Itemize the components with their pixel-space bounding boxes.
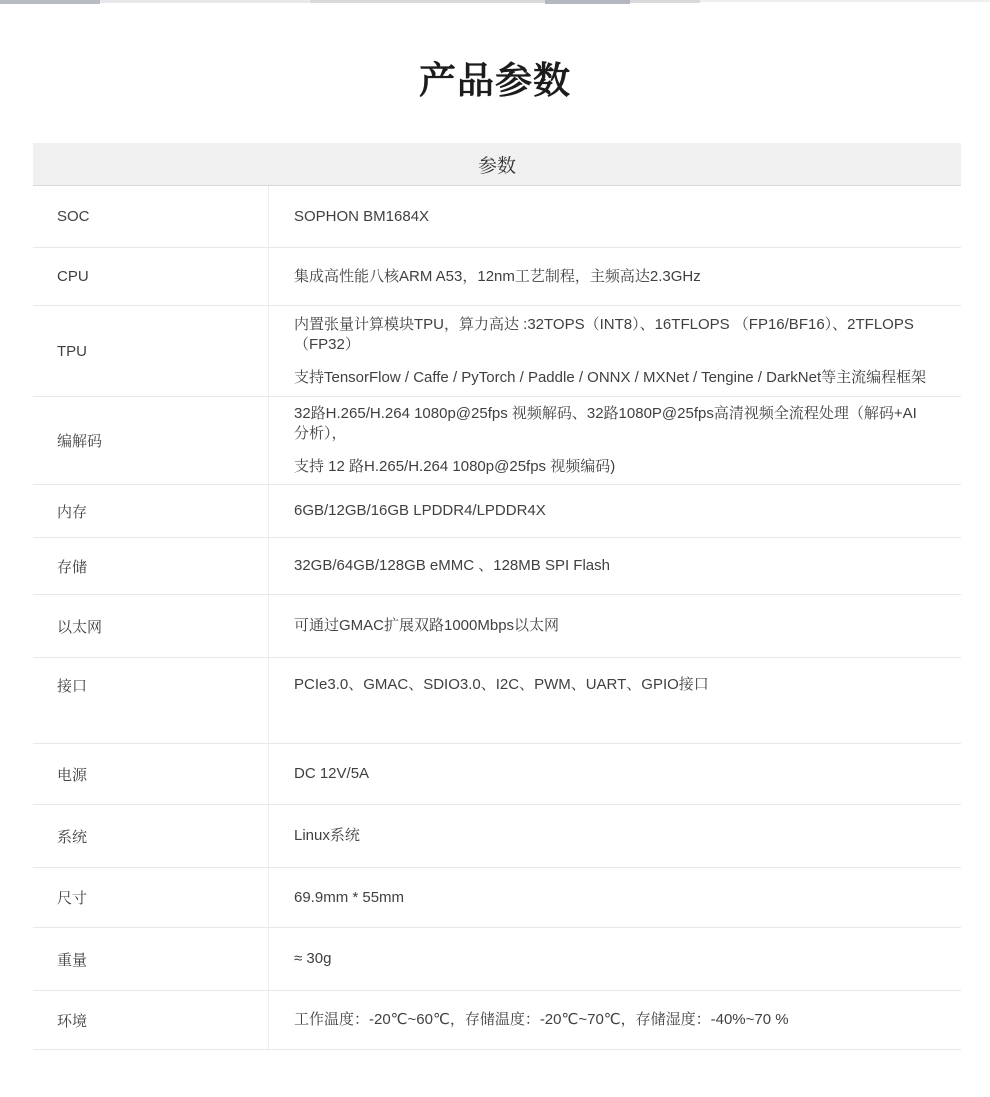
spec-label: 接口 (57, 678, 88, 695)
table-row (33, 397, 961, 485)
top-strip-segment (700, 0, 990, 2)
spec-value-line: DC 12V/5A (294, 765, 370, 782)
spec-value-line: 32路H.265/H.264 1080p@25fps 视频解码、32路1080P@25fps高清视频全流程处理（解码+AI分析）， (294, 405, 917, 442)
spec-value-line: 6GB/12GB/16GB LPDDR4/LPDDR4X (294, 502, 546, 519)
spec-label: TPU (57, 342, 87, 360)
table-row (33, 744, 961, 805)
spec-value-line: ≈ 30g (294, 950, 332, 967)
table-header (33, 143, 961, 186)
table-row (33, 805, 961, 868)
table-row (33, 538, 961, 595)
spec-value (268, 306, 961, 396)
spec-label: 环境 (57, 1012, 88, 1030)
table-row (33, 306, 961, 397)
spec-label: 编解码 (57, 433, 103, 450)
spec-table-body (33, 186, 961, 1050)
top-strip-segment (100, 0, 310, 3)
top-strip-segment (310, 0, 545, 3)
spec-value-line: PCIe3.0、GMAC、SDIO3.0、I2C、PWM、UART、GPIO接口 (294, 676, 709, 693)
spec-value-line: 内置张量计算模块TPU，算力高达 :32TOPS（INT8）、16TFLOPS （FP16/BF16）、2TFLOPS（FP32） (294, 315, 914, 353)
table-row (33, 928, 961, 991)
spec-label: SOC (57, 208, 90, 225)
spec-value-line: 集成高性能八核ARM A53，12nm工艺制程，主频高达2.3GHz (294, 267, 701, 285)
table-row (33, 868, 961, 928)
spec-value-line: 支持 12 路H.265/H.264 1080p@25fps 视频编码) (294, 458, 616, 475)
page-title: 产品参数 (419, 60, 571, 101)
spec-value-line: SOPHON BM1684X (294, 207, 430, 225)
spec-value-line: 可通过GMAC扩展双路1000Mbps以太网 (294, 617, 560, 634)
table-row (33, 991, 961, 1050)
spec-label: 以太网 (57, 618, 103, 636)
spec-value (268, 744, 961, 804)
spec-value (268, 485, 961, 537)
spec-value (268, 991, 961, 1049)
spec-value-line: 支持TensorFlow / Caffe / PyTorch / Paddle / ONNX / MXNet / Tengine / DarkNet等主流编程框架 (294, 368, 927, 386)
spec-label: 尺寸 (57, 890, 88, 907)
spec-value (268, 186, 961, 247)
top-strip-segment (0, 0, 100, 4)
spec-value-line: 32GB/64GB/128GB eMMC 、128MB SPI Flash (294, 557, 610, 574)
spec-value (268, 248, 961, 305)
table-row (33, 658, 961, 744)
table-header-label: 参数 (477, 155, 516, 177)
spec-value (268, 928, 961, 990)
spec-label: 系统 (57, 828, 88, 846)
spec-label: 内存 (57, 503, 88, 521)
spec-value (268, 595, 961, 657)
spec-table (33, 143, 961, 1050)
spec-value-line: 69.9mm * 55mm (294, 888, 405, 906)
spec-value (268, 658, 961, 743)
table-row (33, 595, 961, 658)
top-crop-artifact (0, 0, 990, 5)
spec-value-line: Linux系统 (294, 827, 360, 844)
table-row (33, 186, 961, 248)
spec-value-line: 工作温度：-20℃~60℃，存储温度：-20℃~70℃，存储湿度：-40%~70 % (294, 1011, 789, 1028)
spec-label: 电源 (57, 766, 88, 784)
top-strip-segment (630, 0, 700, 3)
top-strip-segment (545, 0, 630, 4)
spec-value (268, 397, 961, 484)
spec-value (268, 868, 961, 927)
table-row (33, 485, 961, 538)
table-row (33, 248, 961, 306)
spec-value (268, 805, 961, 867)
spec-label: 存储 (57, 558, 88, 576)
spec-label: 重量 (57, 951, 88, 969)
spec-label: CPU (57, 268, 89, 285)
spec-value (268, 538, 961, 594)
